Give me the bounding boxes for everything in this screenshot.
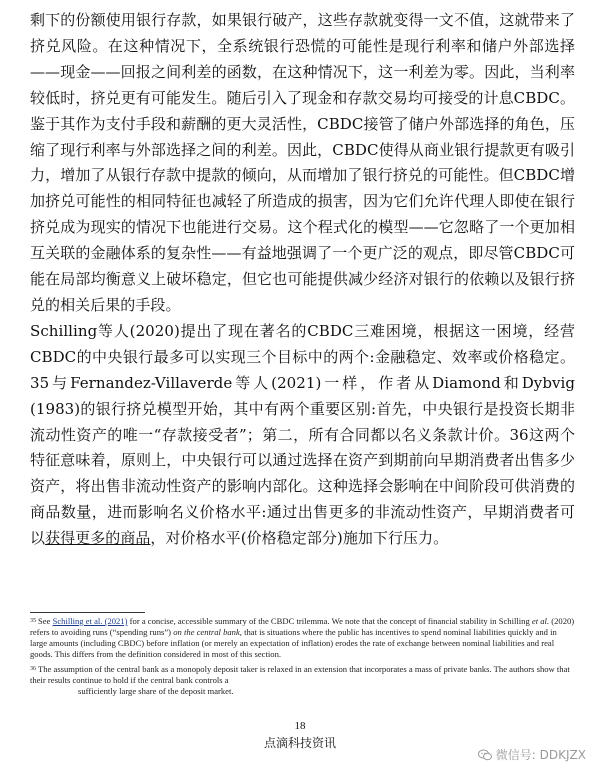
footnote-35-text2: (2020) refers to avoiding runs (“spending runs”)	[30, 616, 575, 637]
paragraph-cbdc-bank-runs: 剩下的份额使用银行存款，如果银行破产，这些存款就变得一文不值，这就带来了挤兑风险。在这种情况下，全系统银行恐慌的可能性是现行利率和储户外部选择——现金——回报之间利差的函数，在这种情况下，这一利差为零。因此，当利率较低时，挤兑更有可能发生。随后引入了现金和存款交易均可接受的计息CBDC。鉴于其作为支付手段和薪酬的更大灵活性，CBDC接管了储户外部选择的角色，压缩了现行利率与外部选择之间的利差。因此，CBDC使得从商业银行提款更有吸引力，增加了从银行存款中提款的倾向，从而增加了银行挤兑的可能性。但CBDC增加挤兑可能性的相同特征也减轻了所造成的损害，因为它们允许代理人即使在银行挤兑成为现实的情况下也能进行交易。这个程式化的模型——它忽略了一个更加相互关联的金融体系的复杂性——有益地强调了一个更广泛的观点，即尽管CBDC可能在局部均衡意义上破坏稳定，但它也可能提供减少经济对银行的依赖以及银行挤兑的相关后果的手段。	[30, 11, 575, 314]
wechat-watermark	[478, 746, 586, 763]
wechat-icon	[478, 749, 492, 761]
footnotes	[30, 616, 575, 701]
watermark-text: 微信号: DDKJZX	[495, 748, 586, 762]
underlined-phrase: 获得更多的商品	[45, 529, 151, 548]
footnote-35-em2: on the central bank	[173, 627, 240, 637]
footnote-35-link[interactable]: Schilling et al. (2021)	[52, 616, 128, 626]
body-text	[30, 8, 575, 552]
paragraph-trilemma-main: Schilling等人(2020)提出了现在著名的CBDC三难困境，根据这一困境，经营CBDC的中央银行最多可以实现三个目标中的两个:金融稳定、效率或价格稳定。35与Fernandez-Villaverde等人(2021)一样，作者从Diamond和Dybvig (1983)的银行挤兑模型开始，其中有两个重要区别:首先，中央银行是投资长期非流动性资产的唯一“存款接受者”；第二，所有合同都以名义条款计价。36这两个特征意味着，原则上，中央银行可以通过选择在资产到期前向早期消费者出售多少资产，将出售非流动性资产的影响内部化。这种选择会影响在中间阶段可供消费的商品数量，进而影响名义价格水平:通过出售更多的非流动性资产，早期消费者可以	[30, 321, 575, 548]
footnote-35	[30, 616, 575, 660]
footnote-36	[30, 664, 575, 697]
footnote-divider	[30, 612, 145, 613]
footnote-35-text3: , that is situations where the public has incentives to spend nominal liabilities quickly and in large amounts (including CBDC) before inflation (or merely an expectation of inflation) erodes the rate of exchange between nominal liabilities and real goods. This differs from the definition considered in most of this section.	[30, 627, 557, 659]
paragraph-cbdc-trilemma	[30, 319, 575, 552]
footnote-36-number: 36	[30, 666, 36, 672]
source-label: 点滴科技资讯	[263, 736, 336, 750]
footnote-36-indent-text: sufficiently large share of the deposit market.	[78, 686, 234, 696]
footnote-35-pre: See	[38, 616, 53, 626]
footnote-35-em1: et al.	[531, 616, 550, 626]
paragraph-trilemma-tail: ，对价格水平(价格稳定部分)施加下行压力。	[150, 529, 449, 548]
footnote-35-number: 35	[30, 618, 36, 624]
footnote-35-text1: for a concise, accessible summary of the CBDC trilemma. We note that the concept of financial stability in Schilling	[127, 616, 532, 626]
page-number: 18	[294, 720, 306, 732]
footnote-36-text: The assumption of the central bank as a monopoly deposit taker is relaxed in an extension that incorporates a mass of private banks. The authors show that their results continue to hold if the central bank controls a	[30, 664, 570, 685]
